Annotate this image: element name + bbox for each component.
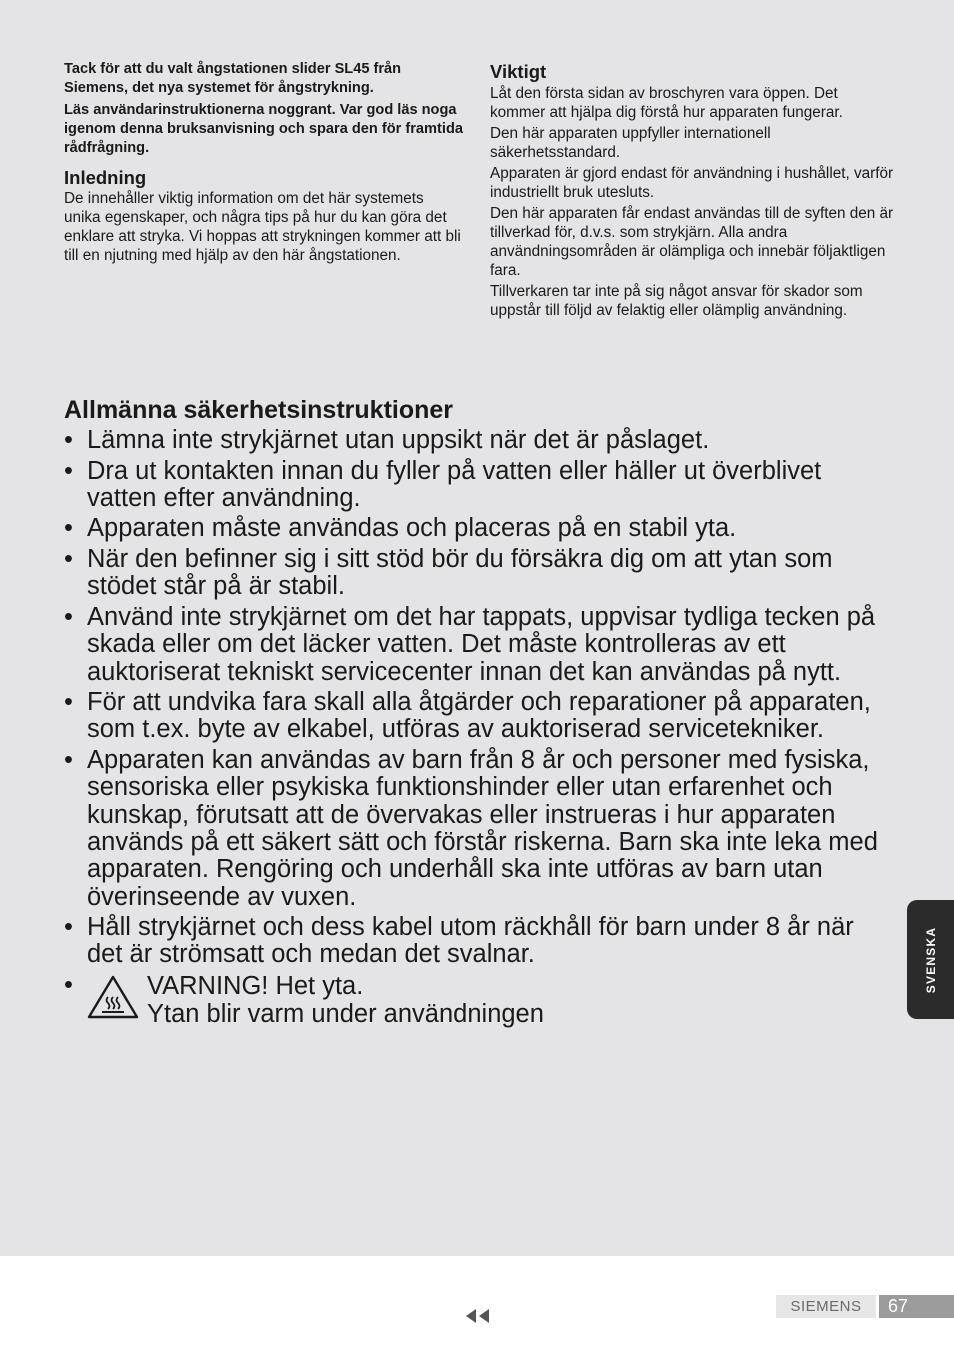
- intro-read-instructions: Läs användarinstruktionerna noggrant. Var god läs noga igenom denna bruksanvisning och spara den för framtida rådfrågning.: [64, 102, 463, 156]
- safety-section: [64, 394, 894, 1031]
- bullet: •: [64, 688, 73, 717]
- page-number: 67: [879, 1295, 954, 1318]
- intro-thanks: Tack för att du valt ångstationen slider SL45 från Siemens, det nya systemet för ångstrykning.: [64, 61, 402, 96]
- bullet: •: [64, 514, 73, 543]
- bullet: •: [64, 426, 73, 454]
- bullet: •: [64, 913, 73, 942]
- brand-label: SIEMENS: [776, 1295, 876, 1318]
- language-tab-label: SVENSKA: [923, 926, 938, 993]
- bullet: •: [64, 545, 73, 574]
- important-paragraph: Tillverkaren tar inte på sig något ansvar för skador som uppstår till följd av felaktig eller olämplig användning.: [490, 283, 863, 319]
- hot-surface-warning-icon: [87, 975, 139, 1019]
- safety-heading: Allmänna säkerhetsinstruktioner: [64, 396, 454, 424]
- safety-item: • Dra ut kontakten innan du fyller på vatten eller häller ut överblivet vatten efter användning.: [64, 456, 822, 512]
- previous-arrows-icon[interactable]: [464, 1308, 492, 1324]
- intro-text: De innehåller viktig information om det här systemets unika egenskaper, och några tips på hur du kan göra det enklare att stryka. Vi hoppas att strykningen kommer att bli till en njutning med hjälp av den här ångstationen.: [64, 190, 461, 264]
- important-paragraph: Låt den första sidan av broschyren vara öppen. Det kommer att hjälpa dig förstå hur apparaten fungerar.: [490, 85, 843, 121]
- safety-item: • För att undvika fara skall alla åtgärder och reparationer på apparaten, som t.ex. byte av elkabel, utföras av auktoriserad servicetekniker.: [64, 688, 871, 744]
- safety-list: [64, 427, 894, 1028]
- intro-column: [64, 60, 464, 267]
- warning-title: VARNING! Het yta.: [147, 972, 364, 1001]
- bullet: •: [64, 971, 73, 1000]
- safety-item: • Använd inte strykjärnet om det har tappats, uppvisar tydliga tecken på skada eller om det läcker vatten. Det måste kontrolleras av ett auktoriserat tekniskt servicecenter innan det kan användas på nytt.: [64, 602, 876, 686]
- important-column: [490, 61, 895, 322]
- intro-heading: Inledning: [64, 167, 147, 188]
- warning-text: Ytan blir varm under användningen: [147, 1000, 544, 1029]
- important-paragraph: Den här apparaten får endast användas till de syften den är tillverkad för, d.v.s. som strykjärn. Alla andra användningsområden är olämpliga och innebär följaktligen fara.: [490, 205, 894, 279]
- safety-item: • Apparaten kan användas av barn från 8 år och personer med fysiska, sensoriska eller psykiska funktionshinder eller utan erfarenhet och kunskap, förutsatt att de övervakas eller instrueras i hur apparaten används på ett säkert sätt och förstår riskerna. Barn ska inte leka med apparaten. Rengöring och underhåll ska inte utföras av barn utan överinseende av vuxen.: [64, 746, 878, 911]
- important-heading: Viktigt: [490, 61, 547, 82]
- bullet: •: [64, 746, 73, 775]
- important-paragraph: Apparaten är gjord endast för användning i hushållet, varför industriellt bruk utesluts.: [490, 165, 894, 201]
- intro-bold-text: [64, 60, 464, 158]
- safety-item: • Lämna inte strykjärnet utan uppsikt när det är påslaget.: [64, 426, 710, 454]
- bullet: •: [64, 456, 73, 485]
- important-paragraph: Den här apparaten uppfyller internationell säkerhetsstandard.: [490, 125, 771, 161]
- language-tab: [907, 900, 954, 1019]
- bullet: •: [64, 602, 73, 631]
- safety-item: • Apparaten måste användas och placeras på en stabil yta.: [64, 514, 737, 543]
- safety-item: • När den befinner sig i sitt stöd bör du försäkra dig om att ytan som stödet står på är stabil.: [64, 545, 833, 601]
- safety-item: • Håll strykjärnet och dess kabel utom räckhåll för barn under 8 år när det är strömsatt och medan det svalnar.: [64, 913, 854, 969]
- safety-warning-item: [64, 972, 894, 1028]
